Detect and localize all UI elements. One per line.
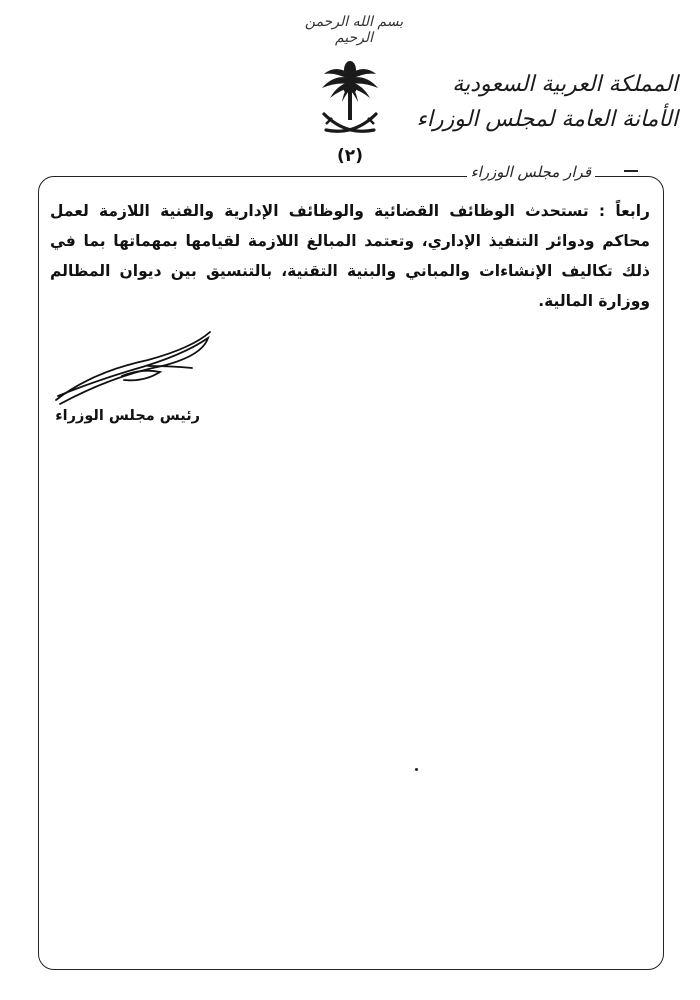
decision-paragraph: رابعاً : تستحدث الوظائف القضائية والوظائف الإدارية والفنية اللازمة لعمل محاكم ودوائر التنفيذ الإداري، وتعتمد المبالغ اللازمة لقيامها بمهماتها بما في ذلك تكاليف الإنشاءات والمباني والبنية التقنية، بالتنسيق بين ديوان المظالم ووزارة المالية. bbox=[50, 202, 650, 310]
frame-divider bbox=[624, 170, 638, 172]
saudi-emblem-icon bbox=[318, 60, 382, 142]
basmala: بسم الله الرحمن الرحيم bbox=[304, 14, 404, 46]
signer-title: رئيس مجلس الوزراء bbox=[55, 408, 200, 424]
secretariat-name: الأمانة العامة لمجلس الوزراء bbox=[416, 107, 678, 132]
scan-speck bbox=[415, 768, 418, 771]
council-decision-label: قرار مجلس الوزراء bbox=[467, 163, 595, 181]
page-number: (٢) bbox=[337, 146, 363, 166]
kingdom-name: المملكة العربية السعودية bbox=[452, 72, 678, 97]
signature-icon bbox=[52, 326, 214, 408]
